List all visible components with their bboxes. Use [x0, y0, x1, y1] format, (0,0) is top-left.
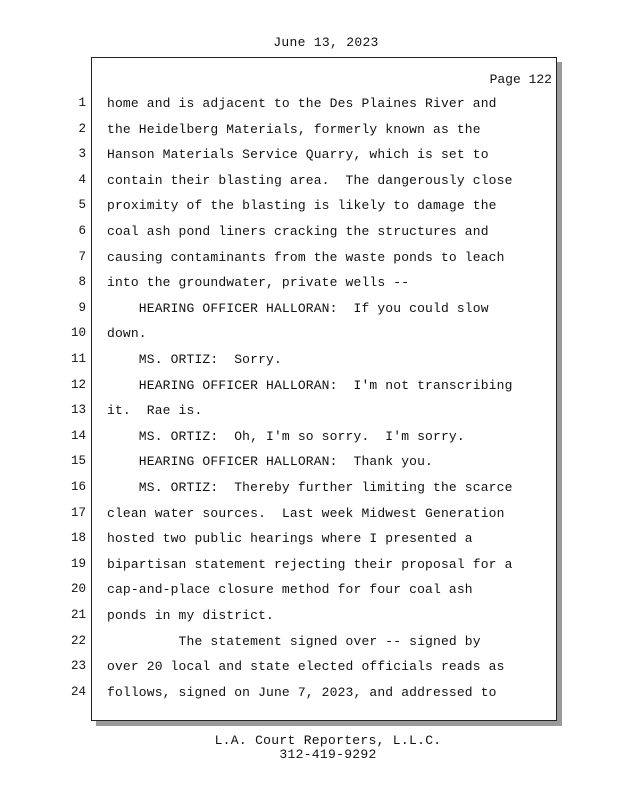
line-text: proximity of the blasting is likely to damage the	[107, 198, 497, 214]
line-number: 15	[70, 454, 86, 469]
line-number: 13	[70, 403, 86, 418]
line-number: 20	[70, 582, 86, 597]
line-number: 9	[78, 300, 86, 315]
footer-phone: 312-419-9292	[279, 747, 377, 762]
line-text: it. Rae is.	[107, 403, 203, 419]
page-number: Page 122	[489, 72, 552, 87]
line-number: 14	[70, 428, 86, 443]
line-number: 6	[78, 224, 86, 238]
line-text: into the groundwater, private wells --	[107, 275, 410, 291]
transcript-date: June 13, 2023	[273, 35, 379, 50]
line-number: 3	[78, 147, 86, 162]
line-text: HEARING OFFICER HALLORAN: I'm not transcribing	[107, 377, 513, 393]
line-text: HEARING OFFICER HALLORAN: Thank you.	[107, 454, 434, 470]
line-number: 7	[78, 249, 86, 264]
line-text: contain their blasting area. The dangerously close	[107, 172, 513, 188]
line-text: MS. ORTIZ: Sorry.	[107, 352, 282, 367]
line-text: MS. ORTIZ: Oh, I'm so sorry. I'm sorry.	[107, 428, 465, 444]
line-text: causing contaminants from the waste ponds to leach	[107, 249, 505, 265]
line-text: MS. ORTIZ: Thereby further limiting the scarce	[107, 480, 513, 495]
line-number: 17	[70, 505, 86, 520]
footer-company: L.A. Court Reporters, L.L.C.	[214, 733, 442, 748]
line-number: 23	[70, 659, 86, 674]
line-number: 5	[78, 198, 86, 213]
line-number: 10	[70, 326, 86, 341]
line-text: ponds in my district.	[107, 608, 274, 623]
line-text: down.	[107, 326, 147, 342]
line-number: 21	[70, 608, 86, 622]
line-text: bipartisan statement rejecting their proposal for a	[107, 556, 513, 572]
line-number: 11	[70, 352, 86, 366]
line-text: home and is adjacent to the Des Plaines River and	[107, 96, 497, 111]
line-text: follows, signed on June 7, 2023, and addressed to	[107, 684, 497, 700]
line-text: hosted two public hearings where I presented a	[107, 531, 473, 547]
line-text: HEARING OFFICER HALLORAN: If you could slow	[107, 300, 489, 316]
line-number: 16	[70, 480, 86, 494]
line-number: 22	[70, 633, 86, 648]
line-number: 18	[70, 531, 86, 546]
line-text: the Heidelberg Materials, formerly known as the	[107, 121, 481, 137]
line-text: cap-and-place closure method for four coal ash	[107, 582, 473, 598]
line-text: The statement signed over -- signed by	[107, 633, 481, 649]
line-text: Hanson Materials Service Quarry, which is set to	[107, 147, 489, 163]
line-number: 1	[78, 96, 86, 110]
line-text: clean water sources. Last week Midwest Generation	[107, 505, 505, 521]
line-number: 8	[78, 275, 86, 290]
line-number: 24	[70, 684, 86, 699]
line-number: 12	[70, 377, 86, 392]
line-number: 4	[78, 172, 86, 187]
line-number: 2	[78, 121, 86, 136]
line-text: coal ash pond liners cracking the structures and	[107, 224, 489, 239]
line-text: over 20 local and state elected officials reads as	[107, 659, 505, 675]
line-number: 19	[70, 556, 86, 571]
